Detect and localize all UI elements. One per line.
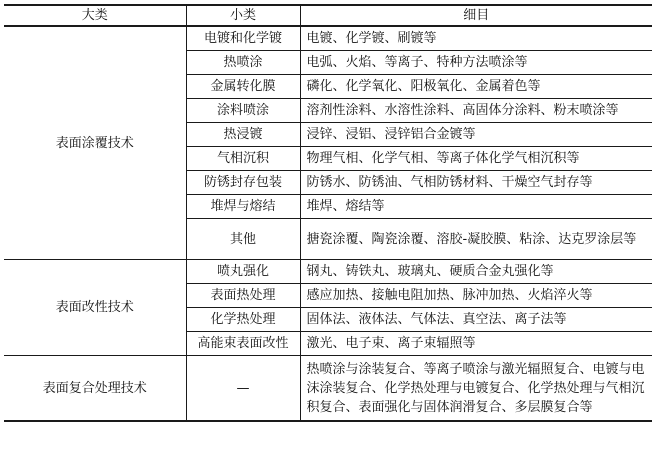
header-major-category: 大类	[4, 5, 186, 26]
header-details: 细目	[300, 5, 652, 26]
major-category-coating: 表面涂覆技术	[4, 26, 186, 260]
minor-category: 化学热处理	[186, 308, 300, 332]
detail-cell: 防锈水、防锈油、气相防锈材料、干燥空气封存等	[300, 171, 652, 195]
minor-category: 涂料喷涂	[186, 99, 300, 123]
minor-category: 其他	[186, 219, 300, 260]
detail-cell: 电弧、火焰、等离子、特种方法喷涂等	[300, 51, 652, 75]
detail-cell: 搪瓷涂覆、陶瓷涂覆、溶胶-凝胶膜、粘涂、达克罗涂层等	[300, 219, 652, 260]
header-minor-category: 小类	[186, 5, 300, 26]
table-row	[4, 26, 652, 51]
major-category-composite: 表面复合处理技术	[4, 356, 186, 422]
minor-category: 热喷涂	[186, 51, 300, 75]
minor-category: 金属转化膜	[186, 75, 300, 99]
detail-cell: 钢丸、铸铁丸、玻璃丸、硬质合金丸强化等	[300, 260, 652, 284]
detail-cell: 磷化、化学氧化、阳极氧化、金属着色等	[300, 75, 652, 99]
detail-cell: 固体法、液体法、气体法、真空法、离子法等	[300, 308, 652, 332]
detail-cell: 物理气相、化学气相、等离子体化学气相沉积等	[300, 147, 652, 171]
detail-cell: 电镀、化学镀、刷镀等	[300, 26, 652, 51]
detail-cell: 浸锌、浸铝、浸锌铝合金镀等	[300, 123, 652, 147]
detail-cell: 热喷涂与涂装复合、等离子喷涂与激光辐照复合、电镀与电沫涂装复合、化学热处理与电镀复合、化学热处理与气相沉积复合、表面强化与固体润滑复合、多层膜复合等	[300, 356, 652, 422]
minor-category: 喷丸强化	[186, 260, 300, 284]
header-row	[4, 5, 652, 26]
table-row	[4, 260, 652, 284]
minor-category-none: —	[186, 356, 300, 422]
minor-category: 堆焊与熔结	[186, 195, 300, 219]
minor-category: 气相沉积	[186, 147, 300, 171]
detail-cell: 溶剂性涂料、水溶性涂料、高固体分涂料、粉末喷涂等	[300, 99, 652, 123]
surface-technology-table	[4, 4, 652, 422]
minor-category: 防锈封存包装	[186, 171, 300, 195]
table-row	[4, 356, 652, 422]
minor-category: 电镀和化学镀	[186, 26, 300, 51]
detail-cell: 感应加热、接触电阻加热、脉冲加热、火焰淬火等	[300, 284, 652, 308]
detail-cell: 堆焊、熔结等	[300, 195, 652, 219]
detail-cell: 激光、电子束、离子束辐照等	[300, 332, 652, 356]
minor-category: 表面热处理	[186, 284, 300, 308]
minor-category: 高能束表面改性	[186, 332, 300, 356]
minor-category: 热浸镀	[186, 123, 300, 147]
major-category-modification: 表面改性技术	[4, 260, 186, 356]
